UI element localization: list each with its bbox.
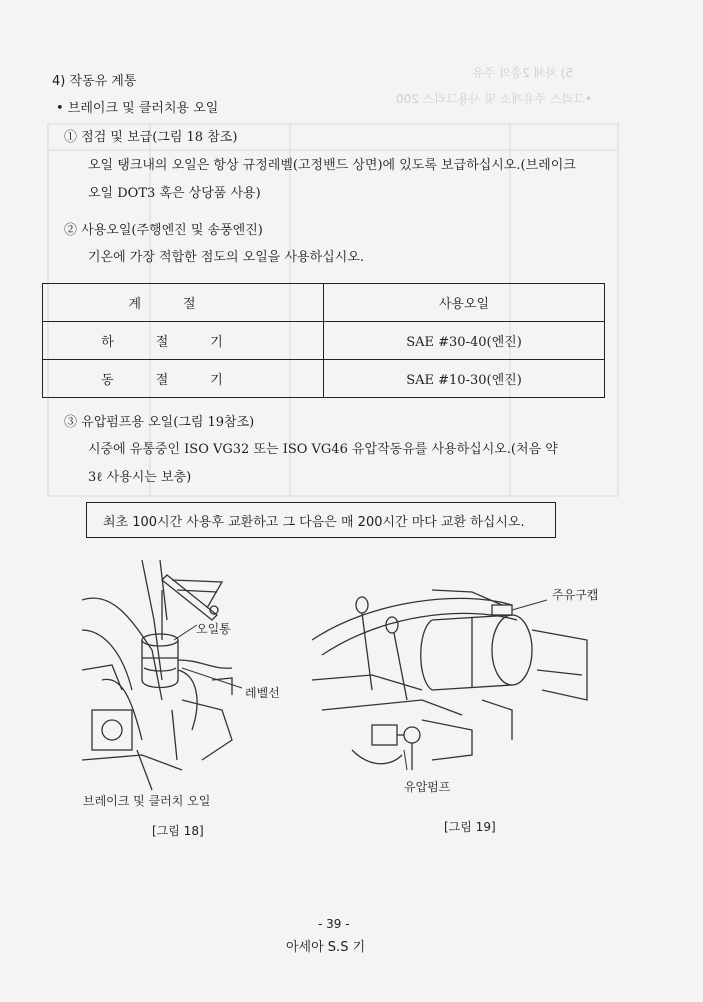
item2-heading-text: 사용오일(주행엔진 및 송풍엔진) — [81, 223, 263, 238]
item3-heading-text: 유압펌프용 오일(그림 19참조) — [81, 415, 255, 430]
ghost-header: 5) 차체 2층의 주유 — [472, 66, 573, 80]
section-title: 4) 작동유 계통 — [52, 74, 137, 89]
item1-heading-text: 점검 및 보급(그림 18 참조) — [81, 130, 238, 145]
fig18-label-oil: 브레이크 및 클러치 오일 — [83, 794, 211, 808]
table-cell-oil: SAE #10-30(엔진) — [324, 360, 605, 398]
fig19-label-cap: 주유구캡 — [552, 588, 599, 602]
figure-19-illustration — [312, 580, 588, 790]
oil-season-table — [42, 283, 605, 398]
table-header-row — [43, 284, 605, 322]
table-header-oil: 사용오일 — [324, 284, 605, 322]
item3-line1: 시중에 유통중인 ISO VG32 또는 ISO VG46 유압작동유를 사용하십시오.(처음 약 — [88, 442, 558, 457]
fig18-label-level: 레벨선 — [245, 686, 280, 700]
item3-line2: 3ℓ 사용시는 보충) — [88, 470, 192, 485]
fig18-caption: [그림 18] — [152, 824, 204, 838]
oil-change-note — [86, 502, 556, 538]
table-row — [43, 322, 605, 360]
item1-heading — [64, 126, 237, 145]
item2-heading — [64, 219, 263, 238]
note-text: 최초 100시간 사용후 교환하고 그 다음은 매 200시간 마다 교환 하십시오. — [103, 514, 525, 530]
table-cell-season: 동절기 — [43, 360, 324, 398]
item3-heading — [64, 411, 254, 430]
item1-number: ① — [64, 130, 78, 145]
item2-number: ② — [64, 223, 78, 238]
item1-line2: 오일 DOT3 혹은 상당품 사용) — [88, 186, 261, 201]
ghost-line: •그리스 주유개소 및 사용그리스 200 — [396, 92, 592, 106]
table-cell-oil: SAE #30-40(엔진) — [324, 322, 605, 360]
table-header-season: 계절 — [43, 284, 324, 322]
table-row — [43, 360, 605, 398]
table-cell-season: 하절기 — [43, 322, 324, 360]
item3-number: ③ — [64, 415, 78, 430]
item1-line1: 오일 탱크내의 오일은 항상 규정레벨(고정밴드 상면)에 있도록 보급하십시오.(브레이크 — [88, 158, 576, 173]
section-subtitle: • 브레이크 및 클러치용 오일 — [56, 101, 219, 116]
company-name: 아세아 S.S 기 — [286, 940, 366, 955]
fig19-label-pump: 유압펌프 — [404, 780, 451, 794]
item2-line1: 기온에 가장 적합한 점도의 오일을 사용하십시오. — [88, 250, 364, 265]
page-number: - 39 - — [318, 917, 350, 931]
fig19-caption: [그림 19] — [444, 820, 496, 834]
figure-18-illustration — [82, 560, 322, 800]
fig18-label-tank: 오일통 — [196, 622, 231, 636]
